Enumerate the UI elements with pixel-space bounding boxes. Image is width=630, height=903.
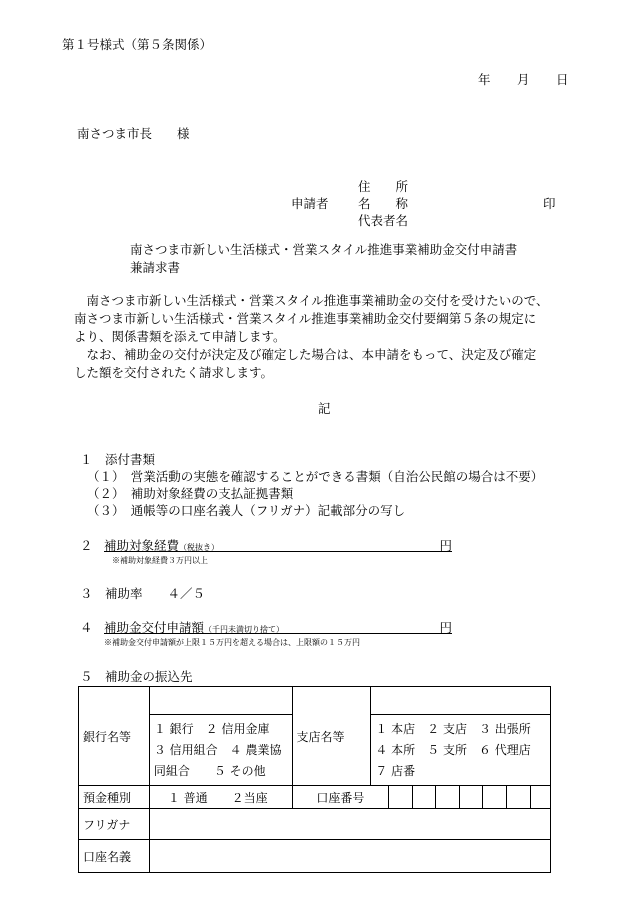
applicant-representative-label: 代表者名 [358, 213, 409, 228]
bank-name-label: 銀行名等 [79, 687, 150, 786]
account-digit-box[interactable] [530, 786, 550, 809]
bank-type-options[interactable] [149, 715, 292, 786]
addressee: 南さつま市長 様 [77, 126, 190, 141]
branch-name-input[interactable] [371, 687, 551, 715]
transfer-heading: ５ 補助金の振込先 [80, 669, 193, 684]
application-amount-label: 補助金交付申請額 [104, 620, 205, 635]
branch-type-option-line: ７ 店番 [375, 763, 416, 778]
document-title: 南さつま市新しい生活様式・営業スタイル推進事業補助金交付申請書 [130, 242, 518, 257]
bank-type-option-line: ３ 信用組合 ４ 農業協 [153, 742, 282, 757]
attachment-item-3: （３） 通帳等の口座名義人（フリガナ）記載部分の写し [87, 503, 406, 518]
body-line-2: 南さつま市新しい生活様式・営業スタイル推進事業補助金交付要綱第５条の規定に [74, 311, 537, 326]
body-line-5: した額を交付されたく請求します。 [74, 365, 274, 380]
bank-name-input[interactable] [149, 687, 292, 715]
account-digit-box[interactable] [413, 786, 436, 809]
account-digit-box[interactable] [460, 786, 483, 809]
application-amount-field[interactable] [104, 618, 452, 634]
furigana-input[interactable] [149, 809, 550, 840]
applicant-label: 申請者 [291, 196, 329, 211]
eligible-cost-note: （税抜き） [179, 543, 220, 552]
account-holder-label: 口座名義 [79, 840, 150, 873]
applicant-address-label: 住 所 [358, 179, 409, 194]
section4-number: ４ [80, 620, 93, 635]
attachment-item-2: （２） 補助対象経費の支払証拠書類 [87, 486, 294, 501]
application-amount-note: （千円未満切り捨て） [204, 625, 285, 634]
eligible-cost-field[interactable] [104, 536, 452, 552]
eligible-cost-note-line: ※補助対象経費３万円以上 [112, 556, 208, 565]
eligible-cost-unit: 円 [439, 538, 452, 553]
application-amount-unit: 円 [439, 620, 452, 635]
bank-table [78, 686, 551, 873]
seal-mark: 印 [543, 196, 556, 211]
applicant-name-label: 名 称 [358, 196, 409, 211]
furigana-label: フリガナ [79, 809, 150, 840]
account-digit-box[interactable] [389, 786, 413, 809]
application-amount-note-line: ※補助金交付申請額が上限１５万円を超える場合は、上限額の１５万円 [104, 638, 360, 647]
account-digit-box[interactable] [483, 786, 507, 809]
form-number: 第１号様式（第５条関係） [62, 37, 213, 52]
document-title-sub: 兼請求書 [130, 260, 181, 275]
branch-type-option-line: ４ 本所 ５ 支所 ６ 代理店 [375, 742, 531, 757]
attachment-item-1: （１） 営業活動の実態を確認することができる書類（自治公民館の場合は不要） [87, 469, 544, 484]
section2-number: ２ [80, 538, 93, 553]
bank-type-option-line: １ 銀行 ２ 信用金庫 [153, 721, 270, 736]
deposit-type-options[interactable]: １ 普通 ２当座 [149, 786, 292, 809]
date-day: 日 [556, 72, 569, 87]
body-line-1: 南さつま市新しい生活様式・営業スタイル推進事業補助金の交付を受けたいので、 [74, 293, 549, 308]
date-month: 月 [517, 72, 530, 87]
account-holder-input[interactable] [149, 840, 550, 873]
branch-name-label: 支店名等 [292, 687, 371, 786]
bank-type-option-line: 同組合 ５ その他 [153, 763, 266, 778]
body-line-4: なお、補助金の交付が決定及び確定した場合は、本申請をもって、決定及び確定 [74, 347, 537, 362]
branch-type-option-line: １ 本店 ２ 支店 ３ 出張所 [375, 721, 531, 736]
account-digit-box[interactable] [507, 786, 531, 809]
account-digit-box[interactable] [436, 786, 460, 809]
deposit-type-label: 預金種別 [79, 786, 150, 809]
ki-mark: 記 [318, 401, 331, 416]
date-year: 年 [478, 72, 491, 87]
eligible-cost-label: 補助対象経費 [104, 538, 180, 553]
body-line-3: より、関係書類を添えて申請します。 [74, 329, 286, 344]
branch-type-options[interactable] [371, 715, 551, 786]
attachments-heading: １ 添付書類 [80, 452, 156, 467]
account-number-label: 口座番号 [292, 786, 389, 809]
subsidy-rate: ３ 補助率 ４／５ [80, 586, 206, 601]
